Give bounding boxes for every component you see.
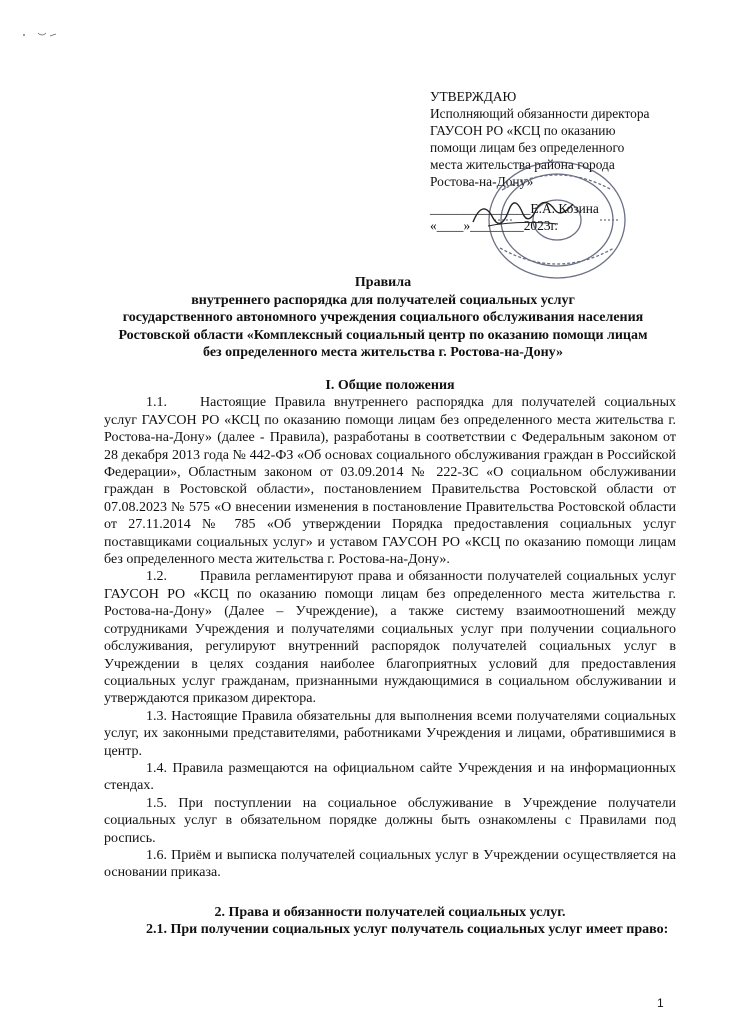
title-line: Правила <box>354 275 412 290</box>
page-number: 1 <box>657 996 664 1010</box>
section-spacer <box>104 882 676 904</box>
paragraph-1-3: 1.3. Настоящие Правила обязательны для выполнения всеми получателями социальных услуг, их законными представителями, работниками Учреждения и лицами, обратившимися в центр. <box>104 708 676 759</box>
section-heading: I. Общие положения <box>325 378 455 393</box>
title-line: без определенного места жительства г. Ростова-на-Дону» <box>203 345 563 361</box>
approval-line: ГАУСОН РО «КСЦ по оказанию <box>430 123 616 138</box>
title-line: внутреннего распорядка для получателей социальных услуг <box>191 292 575 308</box>
handwritten-signature-icon <box>468 192 578 234</box>
approval-line: помощи лицам без определенного <box>430 140 625 155</box>
paragraph-number: 1.2. <box>146 569 167 585</box>
paragraph-2-1: 2.1. При получении социальных услуг получатель социальных услуг имеет право: <box>146 922 669 938</box>
signature-line: _______________Е.А. Козина <box>430 201 599 216</box>
section-heading: 2. Права и обязанности получателей социальных услуг. <box>214 904 566 920</box>
paragraph-text: Настоящие Правила внутреннего распорядка для получателей социальных услуг ГАУСОН РО «КСЦ по оказанию помощи лицам без определенного места жительства г. Ростова-на-Дону» (далее - Правила), разработаны в соответствии с Федеральным законом от 28 декабря 2013 года № 442-ФЗ «Об основах социального обслуживания граждан в Российской Федерации», Областным законом от 03.09.2014 № 222-ЗС «О социальном обслуживании граждан в Ростовской области», постановлением Правительства Ростовской области от 07.08.2023 № 575 «О внесении изменения в постановление Правительства Ростовской области от 27.11.2014 № 785 «Об утверждении Порядка предоставления социальных услуг поставщиками социальных услуг» и уставом ГАУСОН РО «КСЦ по оказанию помощи лицам без определенного места жительства г. Ростова-на-Дону». <box>104 395 676 568</box>
document-title <box>92 274 674 362</box>
paragraph-1-2 <box>104 568 676 707</box>
document-body <box>104 377 676 939</box>
paragraph-number: 1.1. <box>146 395 167 411</box>
paragraph-1-5: 1.5. При поступлении на социальное обслуживание в Учреждение получатели социальных услуг в обязательном порядке должны быть ознакомлены с Правилами под роспись. <box>104 795 676 846</box>
approval-line: Ростова-на-Дону» <box>430 174 534 189</box>
paragraph-1-6: 1.6. Приём и выписка получателей социальных услуг в Учреждении осуществляется на основании приказа. <box>104 847 676 881</box>
approval-line: места жительства района города <box>430 157 615 172</box>
approval-line: Исполняющий обязанности директора <box>430 106 650 121</box>
title-line: Ростовской области «Комплексный социальный центр по оказанию помощи лицам <box>118 327 648 343</box>
paragraph-1-4: 1.4. Правила размещаются на официальном сайте Учреждения и на информационных стендах. <box>104 760 676 794</box>
scan-artifact-marks <box>20 30 70 42</box>
approval-line: УТВЕРЖДАЮ <box>430 89 517 104</box>
paragraph-text: Правила регламентируют права и обязанности получателей социальных услуг ГАУСОН РО «КСЦ по оказанию помощи лицам без определенного места жительства г. Ростова-на-Дону» (Далее – Учреждение), а также систему взаимоотношений между сотрудниками Учреждения и получателями социальных услуг при получении социального обслуживания, регулируют внутренний распорядок получателей социальных услуг в Учреждении в целях создания наиболее благоприятных условий для предоставления социальных услуг гражданам, признанными нуждающимися в социальном обслуживании и утверждаются приказом директора. <box>104 569 676 707</box>
date-line: «____»________2023г. <box>430 218 558 233</box>
paragraph-1-1 <box>104 394 676 568</box>
title-line: государственного автономного учреждения социального обслуживания населения <box>122 310 644 326</box>
